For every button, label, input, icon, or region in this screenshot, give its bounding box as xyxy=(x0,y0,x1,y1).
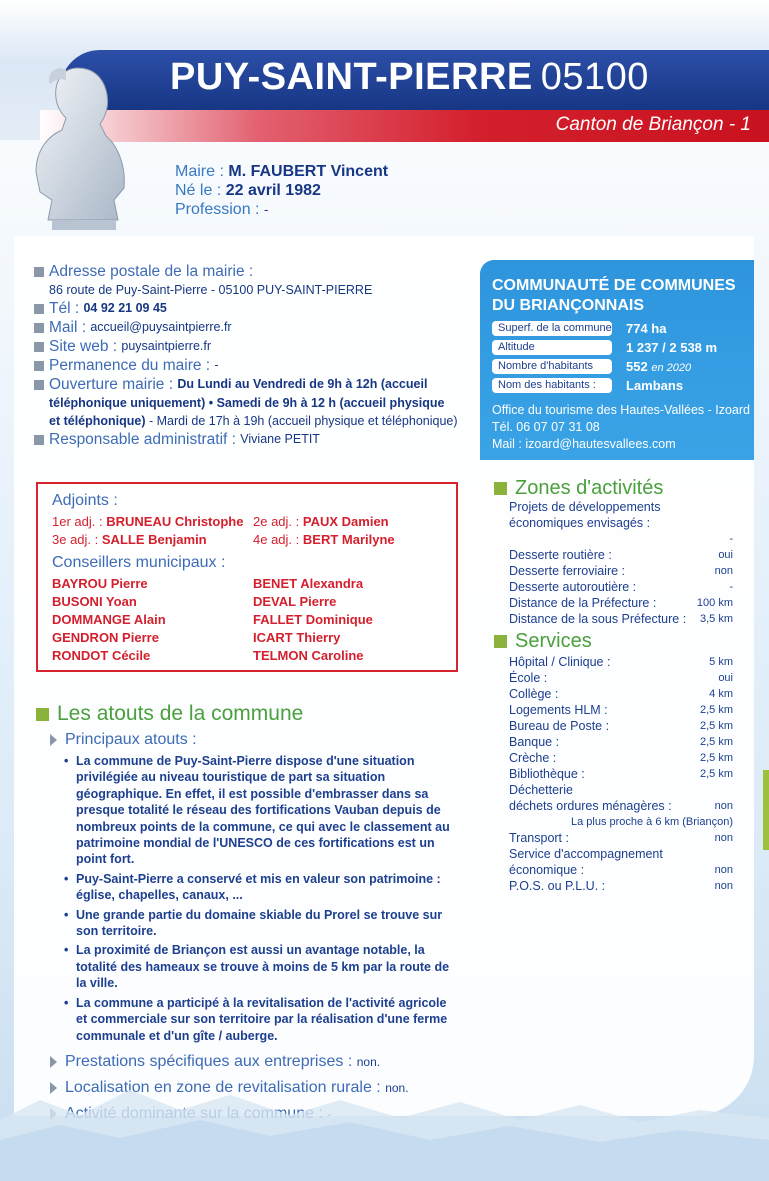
adjoint-1 xyxy=(52,514,243,529)
elus-box xyxy=(36,482,458,672)
adjoints-title: Adjoints : xyxy=(52,492,118,509)
zones-row-value: non xyxy=(714,565,733,577)
principaux-heading xyxy=(50,730,450,750)
marianne-bust-icon xyxy=(26,60,136,235)
services-row xyxy=(509,718,733,734)
communaute-row xyxy=(492,320,666,336)
habitants-value: 552 xyxy=(626,358,648,374)
zones-heading xyxy=(494,477,663,500)
services-row xyxy=(509,654,733,670)
maire-name: M. FAUBERT Vincent xyxy=(228,163,389,180)
services-row xyxy=(509,734,733,750)
ouverture-line-3 xyxy=(34,412,474,430)
adresse-row xyxy=(34,262,474,281)
ouverture-label: Ouverture mairie : xyxy=(49,376,174,393)
services-row-label: Bureau de Poste : xyxy=(509,719,610,733)
adresse-value: 86 route de Puy-Saint-Pierre - 05100 PUY-SAINT-PIERRE xyxy=(49,283,373,297)
bullet-square-icon xyxy=(34,304,44,314)
bullet-square-icon xyxy=(34,342,44,352)
office-mail-line xyxy=(492,436,750,453)
communaute-row-label: Nom des habitants : xyxy=(492,378,612,393)
conseiller-name: GENDRON Pierre xyxy=(52,630,159,645)
zones-row xyxy=(509,563,733,579)
profession-line xyxy=(175,200,388,219)
dechetterie-label: Déchetterie xyxy=(509,783,573,797)
conseiller-name: DEVAL Pierre xyxy=(253,594,337,609)
pos-label: P.O.S. ou P.L.U. : xyxy=(509,879,606,893)
services-row-value: 2,5 km xyxy=(699,720,733,732)
zones-row-label: Desserte routière : xyxy=(509,548,612,562)
atout-item: • La commune a participé à la revitalisation de l'activité agricole et commerciale sur son territoire par la réalisation d'une ferme communale et d'un gîte / auberge. xyxy=(50,995,450,1044)
zones-row-value: 3,5 km xyxy=(699,613,733,625)
services-row-value: oui xyxy=(718,672,733,684)
communaute-box xyxy=(480,260,754,460)
dechets-label: déchets ordures ménagères : xyxy=(509,799,672,813)
communaute-row xyxy=(492,377,683,393)
profession-label: Profession : xyxy=(175,201,260,218)
projets-line-2 xyxy=(509,515,733,531)
responsable-row xyxy=(34,430,474,449)
site-label: Site web : xyxy=(49,338,118,355)
accomp-value: non xyxy=(714,864,733,876)
communaute-row-value xyxy=(626,359,691,374)
services-row xyxy=(509,686,733,702)
services-row-label: École : xyxy=(509,671,548,685)
permanence-row xyxy=(34,356,474,375)
communaute-title-2: DU BRIANÇONNAIS xyxy=(492,297,644,314)
tel-label: Tél : xyxy=(49,300,80,317)
naissance-date: 22 avril 1982 xyxy=(225,182,321,199)
zones-row-label: Distance de la sous Préfecture : xyxy=(509,612,687,626)
bullet-square-icon xyxy=(34,380,44,390)
triangle-bullet-icon xyxy=(50,734,57,746)
atout-item: • Une grande partie du domaine skiable du Prorel se trouve sur son territoire. xyxy=(50,907,450,940)
tel-row xyxy=(34,299,474,318)
prestations-value: non. xyxy=(356,1054,381,1069)
zones-row xyxy=(509,579,733,595)
conseiller-name: BUSONI Yoan xyxy=(52,594,137,609)
zones-row-value: oui xyxy=(718,549,733,561)
habitants-note: en 2020 xyxy=(651,361,692,374)
pos-row xyxy=(509,878,733,894)
zones-row-label: Desserte autoroutière : xyxy=(509,580,637,594)
canton-label: Canton de Briançon - 1 xyxy=(555,114,751,135)
mail-label: Mail : xyxy=(49,319,87,336)
site-link[interactable]: puysaintpierre.fr xyxy=(121,339,211,353)
zones-row xyxy=(509,611,733,627)
adjoint-name: BRUNEAU Christophe xyxy=(106,514,244,529)
adjoint-name: BERT Marilyne xyxy=(302,532,395,547)
adjoint-label: 2e adj. : xyxy=(253,514,300,529)
tel-value[interactable]: 04 92 21 09 45 xyxy=(83,301,167,315)
services-row xyxy=(509,702,733,718)
principaux-label: Principaux atouts : xyxy=(65,731,197,748)
services-row-label: Hôpital / Clinique : xyxy=(509,655,611,669)
adjoint-label: 4e adj. : xyxy=(253,532,300,547)
site-row xyxy=(34,337,474,356)
conseiller-name: ICART Thierry xyxy=(253,630,341,645)
transport-label: Transport : xyxy=(509,831,569,845)
communaute-row xyxy=(492,358,691,374)
pos-value: non xyxy=(714,880,733,892)
atout-item: • Puy-Saint-Pierre a conservé et mis en valeur son patrimoine : église, chapelles, canaux, ... xyxy=(50,871,450,904)
accomp-row-1 xyxy=(509,846,733,862)
zones-row-label: Desserte ferroviaire : xyxy=(509,564,626,578)
bullet-square-icon xyxy=(34,323,44,333)
transport-value: non xyxy=(714,832,733,844)
services-row-label: Logements HLM : xyxy=(509,703,608,717)
mairie-info-list xyxy=(34,262,474,449)
adresse-label: Adresse postale de la mairie : xyxy=(49,263,254,280)
permanence-label: Permanence du maire : xyxy=(49,357,211,374)
zones-row-label: Distance de la Préfecture : xyxy=(509,596,657,610)
ouverture-line-1: Du Lundi au Vendredi de 9h à 12h (accueil xyxy=(177,377,428,391)
communaute-row-value: 1 237 / 2 538 m xyxy=(626,339,718,355)
conseiller-name: DOMMANGE Alain xyxy=(52,612,166,627)
zones-row-value: - xyxy=(729,581,733,593)
adjoint-label: 1er adj. : xyxy=(52,514,103,529)
conseiller-name: FALLET Dominique xyxy=(253,612,373,627)
communaute-row-label: Superf. de la commune xyxy=(492,321,612,336)
responsable-label: Responsable administratif : xyxy=(49,431,236,448)
mail-link[interactable]: accueil@puysaintpierre.fr xyxy=(90,320,232,334)
communaute-row-label: Nombre d'habitants xyxy=(492,359,612,374)
zrr-label: Localisation en zone de revitalisation rurale : xyxy=(65,1078,381,1096)
maire-line xyxy=(175,162,388,181)
services-row-value: 2,5 km xyxy=(699,736,733,748)
services-row-label: Bibliothèque : xyxy=(509,767,585,781)
naissance-line xyxy=(175,181,388,200)
ouverture-line-2: téléphonique uniquement) • Samedi de 9h à 12 h (accueil physique xyxy=(49,396,445,410)
adjoint-label: 3e adj. : xyxy=(52,532,99,547)
section-square-icon xyxy=(36,708,49,721)
responsable-value: Viviane PETIT xyxy=(240,432,320,446)
conseiller-name: TELMON Caroline xyxy=(253,648,364,663)
conseiller-name: BENET Alexandra xyxy=(253,576,364,591)
dechets-note: La plus proche à 6 km (Briançon) xyxy=(570,816,733,828)
communaute-title xyxy=(492,276,736,316)
services-row xyxy=(509,750,733,766)
office-tourisme xyxy=(492,402,750,453)
adjoint-2 xyxy=(253,514,389,529)
zones-row xyxy=(509,547,733,563)
services-row-label: Collège : xyxy=(509,687,559,701)
zones-row-value: 100 km xyxy=(696,597,733,609)
postal-code: 05100 xyxy=(540,56,649,98)
services-row-value: 2,5 km xyxy=(699,752,733,764)
conseillers-title: Conseillers municipaux : xyxy=(52,554,226,571)
services-row-label: Banque : xyxy=(509,735,560,749)
page-title xyxy=(170,56,730,106)
dechetterie-row xyxy=(509,782,733,798)
atouts-heading xyxy=(36,702,303,726)
maire-block xyxy=(175,162,388,219)
office-tel[interactable]: Tél. 06 07 07 31 08 xyxy=(492,420,600,434)
decorative-stripe xyxy=(763,770,769,850)
communaute-row-value: Lambans xyxy=(626,377,684,393)
adjoint-name: PAUX Damien xyxy=(302,514,389,529)
dechets-note-row xyxy=(509,814,733,830)
communaute-title-1: COMMUNAUTÉ DE COMMUNES xyxy=(492,277,736,294)
dechets-row xyxy=(509,798,733,814)
bullet-square-icon xyxy=(34,361,44,371)
ouverture-row xyxy=(34,375,474,394)
dechets-value: non xyxy=(714,800,733,812)
bullet-square-icon xyxy=(34,435,44,445)
services-row-value: 2,5 km xyxy=(699,768,733,780)
mountains-decoration-icon xyxy=(0,1060,769,1181)
communaute-row-label: Altitude xyxy=(492,340,612,355)
prestations-label: Prestations spécifiques aux entreprises : xyxy=(65,1052,353,1070)
accomp-label-2: économique : xyxy=(509,863,585,877)
office-mail-label: Mail : xyxy=(492,437,522,451)
bullet-square-icon xyxy=(34,267,44,277)
zrr-value: non. xyxy=(385,1080,409,1095)
projets-line-1 xyxy=(509,499,733,515)
services-heading xyxy=(494,630,592,653)
services-row xyxy=(509,670,733,686)
adjoint-3 xyxy=(52,532,207,547)
communaute-row-value: 774 ha xyxy=(626,320,667,336)
projets-value: - xyxy=(729,533,733,545)
accomp-label-1: Service d'accompagnement xyxy=(509,847,663,861)
commune-name: PUY-SAINT-PIERRE xyxy=(170,56,533,98)
ouverture-line-3b: - Mardi de 17h à 19h (accueil physique et téléphonique) xyxy=(145,414,458,428)
mail-row xyxy=(34,318,474,337)
adjoint-4 xyxy=(253,532,395,547)
services-row-value: 4 km xyxy=(709,688,733,700)
permanence-value: - xyxy=(214,358,219,372)
services-row-label: Crèche : xyxy=(509,751,557,765)
projets-value-row xyxy=(509,531,733,547)
profession-value: - xyxy=(263,202,269,217)
zones-list xyxy=(509,499,733,627)
services-list xyxy=(509,654,733,894)
zones-title: Zones d'activités xyxy=(515,477,664,499)
atouts-title: Les atouts de la commune xyxy=(57,702,304,725)
maire-label: Maire : xyxy=(175,163,224,180)
naissance-label: Né le : xyxy=(175,182,222,199)
atout-item: • La commune de Puy-Saint-Pierre dispose d'une situation privilégiée au niveau touristique de part sa situation géographique. En effet, il est possible d'embrasser dans sa presque totalité le réseau des fortifications Vauban depuis de nombreux points de la commune, ce qui avec le classement au patrimoine mondial de l'UNESCO de ces fortifications est un point fort. xyxy=(50,753,450,868)
section-square-icon xyxy=(494,482,507,495)
accomp-row-2 xyxy=(509,862,733,878)
projets-label-1: Projets de développements xyxy=(509,500,661,514)
office-name: Office du tourisme des Hautes-Vallées - Izoard xyxy=(492,403,750,417)
ouverture-line-3a: et téléphonique) xyxy=(49,414,146,428)
projets-label-2: économiques envisagés : xyxy=(509,516,651,530)
services-row-value: 5 km xyxy=(709,656,733,668)
conseiller-name: BAYROU Pierre xyxy=(52,576,148,591)
conseiller-name: RONDOT Cécile xyxy=(52,648,151,663)
office-mail-link[interactable]: izoard@hautesvallees.com xyxy=(525,437,676,451)
adjoint-name: SALLE Benjamin xyxy=(101,532,207,547)
services-row-value: 2,5 km xyxy=(699,704,733,716)
atout-item: • La proximité de Briançon est aussi un avantage notable, la totalité des hameaux se trouve à moins de 5 km par la route de la ville. xyxy=(50,942,450,991)
services-row xyxy=(509,766,733,782)
services-title: Services xyxy=(515,630,592,652)
zones-row xyxy=(509,595,733,611)
section-square-icon xyxy=(494,635,507,648)
transport-row xyxy=(509,830,733,846)
communaute-row xyxy=(492,339,717,355)
